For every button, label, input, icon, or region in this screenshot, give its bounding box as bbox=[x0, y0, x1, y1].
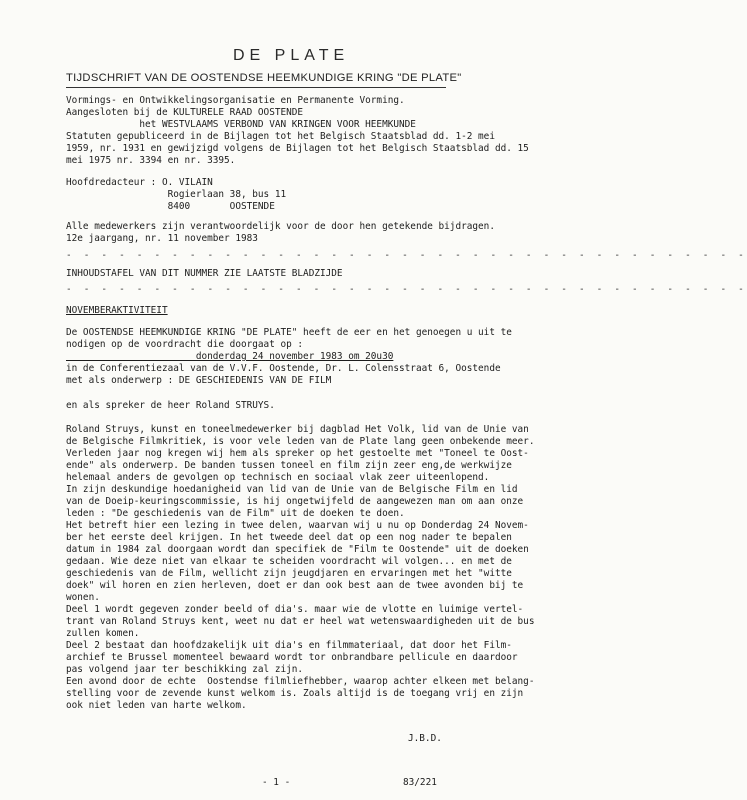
invite-line: en als spreker de heer Roland STRUYS. bbox=[66, 400, 275, 411]
issue-info: 12e jaargang, nr. 11 november 1983 bbox=[66, 233, 258, 244]
body-line: archief te Brussel momenteel bewaard wordt tor onbrandbare pellicule en daardoor bbox=[66, 652, 518, 663]
header-line: het WESTVLAAMS VERBOND VAN KRINGEN VOOR HEEMKUNDE bbox=[66, 119, 416, 130]
body-line: geschiedenis van de Film, wellicht zijn jeugdjaren en ervaringen met het "witte bbox=[66, 568, 512, 579]
page-number: - 1 - bbox=[262, 777, 291, 788]
body-line: gedaan. Wie deze niet van elkaar te scheiden voordracht wil volgen... en met de bbox=[66, 556, 512, 567]
dash-divider: - - - - - - - - - - - - - - - - - - - - - - - - - - - - - - - - - - - - - - - bbox=[66, 284, 747, 295]
body-line: ber het eerste deel krijgen. In het tweede deel dat op een nog nader te bepalen bbox=[66, 532, 512, 543]
journal-subtitle: TIJDSCHRIFT VAN DE OOSTENDSE HEEMKUNDIGE KRING "DE PLATE" bbox=[66, 72, 462, 84]
body-line: pas volgend jaar ter beschikking zal zijn. bbox=[66, 664, 304, 675]
invite-subject: met als onderwerp : DE GESCHIEDENIS VAN DE FILM bbox=[66, 375, 332, 386]
body-line: leden : "De geschiedenis van de Film" uit de doeken te doen. bbox=[66, 508, 405, 519]
body-line: helemaal anders de gevolgen op technisch en sociaal vlak zeer uiteenlopend. bbox=[66, 472, 490, 483]
invite-line: De OOSTENDSE HEEMKUNDIGE KRING "DE PLATE" heeft de eer en het genoegen u uit te bbox=[66, 327, 512, 338]
body-line: datum in 1984 zal doorgaan wordt dan specifiek de "Film te Oostende" uit de doeken bbox=[66, 544, 529, 555]
editor-label: Hoofdredacteur : O. VILAIN bbox=[66, 177, 213, 188]
body-line: Verleden jaar nog kregen wij hem als spreker op het gestoelte met "Toneel te Oost- bbox=[66, 448, 529, 459]
header-line: Statuten gepubliceerd in de Bijlagen tot het Belgisch Staatsblad dd. 1-2 mei bbox=[66, 131, 495, 142]
masthead: DE PLATE bbox=[233, 47, 350, 64]
header-line: 1959, nr. 1931 en gewijzigd volgens de Bijlagen tot het Belgisch Staatsblad dd. 15 bbox=[66, 143, 529, 154]
dash-divider: - - - - - - - - - - - - - - - - - - - - - - - - - - - - - - - - - - - - - - - bbox=[66, 250, 747, 261]
header-line: Aangesloten bij de KULTURELE RAAD OOSTENDE bbox=[66, 107, 304, 118]
body-line: Het betreft hier een lezing in twee delen, waarvan wij u nu op Donderdag 24 Novem- bbox=[66, 520, 529, 531]
signature: J.B.D. bbox=[408, 733, 442, 744]
body-line: In zijn deskundige hoedanigheid van lid van de Unie van de Belgische Film en lid bbox=[66, 484, 518, 495]
invite-line: in de Conferentiezaal van de V.V.F. Oostende, Dr. L. Colensstraat 6, Oostende bbox=[66, 363, 501, 374]
responsibility-note: Alle medewerkers zijn verantwoordelijk voor de door hen getekende bijdragen. bbox=[66, 221, 495, 232]
editor-address: Rogierlaan 38, bus 11 bbox=[66, 189, 287, 200]
body-line: Een avond door de echte Oostendse filmliefhebber, waarop achter elkeen met belang- bbox=[66, 676, 535, 687]
body-line: Deel 2 bestaat dan hoofdzakelijk uit dia's en filmmateriaal, dat door het Film- bbox=[66, 640, 512, 651]
invite-line: nodigen op de voordracht die doorgaat op : bbox=[66, 339, 304, 350]
body-line: de Belgische Filmkritiek, is voor vele leden van de Plate lang geen onbekende meer. bbox=[66, 436, 535, 447]
body-line: ende" als onderwerp. De banden tussen toneel en film zijn zeer eng,de werkwijze bbox=[66, 460, 512, 471]
title-rule bbox=[66, 87, 446, 88]
section-heading: NOVEMBERAKTIVITEIT bbox=[66, 305, 168, 316]
editor-city: 8400 OOSTENDE bbox=[66, 201, 275, 212]
body-line: Deel 1 wordt gegeven zonder beeld of dia's. maar wie de vlotte en luimige vertel- bbox=[66, 604, 524, 615]
reference-number: 83/221 bbox=[403, 777, 437, 788]
body-line: ook niet leden van harte welkom. bbox=[66, 700, 247, 711]
toc-note: INHOUDSTAFEL VAN DIT NUMMER ZIE LAATSTE BLADZIJDE bbox=[66, 268, 343, 279]
event-date: donderdag 24 november 1983 om 20u30 bbox=[66, 351, 394, 362]
header-line: mei 1975 nr. 3394 en nr. 3395. bbox=[66, 155, 236, 166]
body-line: Roland Struys, kunst en toneelmedewerker bij dagblad Het Volk, lid van de Unie van bbox=[66, 424, 529, 435]
header-line: Vormings- en Ontwikkelingsorganisatie en Permanente Vorming. bbox=[66, 95, 405, 106]
body-line: doek" wil horen en zien herleven, doet er dan ook best aan de twee avonden bij te bbox=[66, 580, 524, 591]
body-line: zullen komen. bbox=[66, 628, 140, 639]
body-line: stelling voor de zevende kunst welkom is. Zoals altijd is de toegang vrij en zijn bbox=[66, 688, 524, 699]
body-line: wonen. bbox=[66, 592, 100, 603]
body-line: trant van Roland Struys kent, weet nu dat er heel wat wetenswaardigheden uit de bus bbox=[66, 616, 535, 627]
body-line: van de Doeip-keuringscommissie, is hij ongetwijfeld de aangewezen man om aan onze bbox=[66, 496, 524, 507]
